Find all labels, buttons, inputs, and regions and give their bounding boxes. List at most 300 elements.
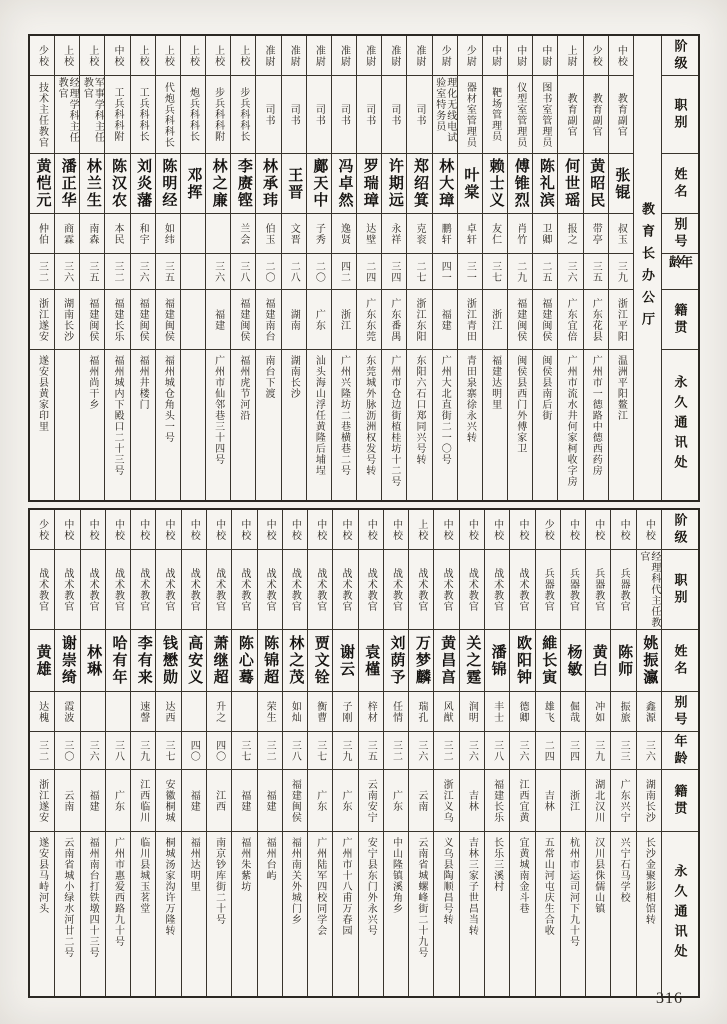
cell-hao: 速謦 xyxy=(131,692,155,732)
person-column xyxy=(381,36,406,500)
cell-hao xyxy=(181,214,205,254)
cell-name: 潘锦 xyxy=(485,630,509,692)
header-label: 姓名 xyxy=(662,154,698,214)
cell-rank: 中校 xyxy=(460,510,484,550)
person-column xyxy=(282,510,307,996)
cell-duty: 司书 xyxy=(332,76,356,154)
cell-name: 陈锦超 xyxy=(258,630,282,692)
cell-native: 广东番禺 xyxy=(382,290,406,350)
cell-native: 湖南 xyxy=(282,290,306,350)
person-column xyxy=(307,510,332,996)
cell-native: 福建闽侯 xyxy=(283,770,307,832)
cell-rank: 中校 xyxy=(258,510,282,550)
cell-rank: 中校 xyxy=(55,510,79,550)
cell-hao: 卓轩 xyxy=(458,214,482,254)
cell-addr: 广州市流水井何家柯收字房 xyxy=(565,355,577,487)
cell-name: 高安义 xyxy=(182,630,206,692)
cell-duty: 理化无线电试验室特务员 xyxy=(433,76,457,154)
cell-duty: 代炮兵科科长 xyxy=(156,76,180,154)
cell-hao xyxy=(182,692,206,732)
cell-hao: 任情 xyxy=(384,692,408,732)
cell-native: 江西宜黄 xyxy=(510,770,534,832)
cell-age: 三六 xyxy=(510,732,534,770)
cell-duty: 战术教官 xyxy=(258,550,282,630)
cell-native: 吉林 xyxy=(536,770,560,832)
person-column xyxy=(432,36,457,500)
cell-name: 冯卓然 xyxy=(332,154,356,214)
cell-addr: 中山隆镇溪角乡 xyxy=(390,837,402,914)
cell-native: 福建长乐 xyxy=(105,290,129,350)
person-column xyxy=(557,36,582,500)
cell-native: 广东宜倍 xyxy=(558,290,582,350)
cell-name: 陈师 xyxy=(611,630,635,692)
cell-age: 三二 xyxy=(258,732,282,770)
header-label: 年龄 xyxy=(662,732,698,770)
cell-duty: 战术教官 xyxy=(106,550,130,630)
cell-name: 刘炎藩 xyxy=(131,154,155,214)
cell-native: 湖北汉川 xyxy=(586,770,610,832)
cell-rank: 少尉 xyxy=(433,36,457,76)
cell-duty: 战术教官 xyxy=(156,550,180,630)
cell-age: 三八 xyxy=(231,254,255,290)
cell-age: 三六 xyxy=(206,254,230,290)
cell-addr: 南京钞库街二十号 xyxy=(213,837,225,925)
header-label: 永久通讯处 xyxy=(672,863,688,964)
cell-name: 王晋 xyxy=(282,154,306,214)
cell-name: 萧继超 xyxy=(207,630,231,692)
cell-rank: 中校 xyxy=(283,510,307,550)
cell-name: 杨敏 xyxy=(561,630,585,692)
cell-duty: 教育副官 xyxy=(558,76,582,154)
cell-duty: 司书 xyxy=(407,76,431,154)
cell-duty: 战术教官 xyxy=(460,550,484,630)
cell-duty: 图书室管理员 xyxy=(533,76,557,154)
cell-name: 陈汉农 xyxy=(105,154,129,214)
office-span-label: 教育长办公厅 xyxy=(640,202,655,334)
cell-native: 福建闽侯 xyxy=(231,290,255,350)
cell-hao: 叔玉 xyxy=(609,214,633,254)
cell-native: 广东兴宁 xyxy=(611,770,635,832)
cell-age: 三四 xyxy=(561,732,585,770)
cell-native: 福建南台 xyxy=(256,290,280,350)
person-column xyxy=(281,36,306,500)
person-column xyxy=(54,36,79,500)
cell-age: 三五 xyxy=(584,254,608,290)
cell-hao: 报之 xyxy=(558,214,582,254)
cell-duty: 司书 xyxy=(256,76,280,154)
cell-addr: 云南省城螺峰街二十九号 xyxy=(415,837,427,958)
cell-duty: 战术教官 xyxy=(30,550,54,630)
cell-duty: 兵器教官 xyxy=(611,550,635,630)
cell-native: 福建闽侯 xyxy=(80,290,104,350)
cell-native: 福建 xyxy=(206,290,230,350)
person-column xyxy=(356,36,381,500)
cell-native: 浙江青田 xyxy=(458,290,482,350)
cell-addr: 汕头海山浮任黄隆后埔埕 xyxy=(313,355,325,476)
cell-name: 陈礼滨 xyxy=(533,154,557,214)
cell-duty: 战术教官 xyxy=(232,550,256,630)
cell-name: 张锟 xyxy=(609,154,633,214)
person-column xyxy=(257,510,282,996)
cell-age: 二九 xyxy=(508,254,532,290)
cell-addr: 福州井楼门 xyxy=(137,355,149,410)
person-column xyxy=(358,510,383,996)
cell-addr: 湖南长沙 xyxy=(288,355,300,399)
cell-age: 三六 xyxy=(81,732,105,770)
cell-hao: 子秀 xyxy=(307,214,331,254)
cell-rank: 准尉 xyxy=(282,36,306,76)
cell-rank: 中校 xyxy=(611,510,635,550)
cell-age: 三二 xyxy=(30,732,54,770)
cell-rank: 中校 xyxy=(561,510,585,550)
person-column xyxy=(585,510,610,996)
cell-name: 贾文铨 xyxy=(308,630,332,692)
person-column xyxy=(610,510,635,996)
cell-age: 三〇 xyxy=(55,732,79,770)
cell-native: 浙江 xyxy=(332,290,356,350)
cell-duty: 炮兵科科长 xyxy=(181,76,205,154)
cell-native: 福建长乐 xyxy=(485,770,509,832)
cell-age: 二七 xyxy=(407,254,431,290)
cell-addr: 福州城内下殿口二十三号 xyxy=(111,355,123,476)
cell-native: 福建闽侯 xyxy=(156,290,180,350)
cell-native: 浙江 xyxy=(561,770,585,832)
cell-duty: 军事学科主任教官 xyxy=(80,76,104,154)
cell-age: 三七 xyxy=(308,732,332,770)
cell-hao: 达西 xyxy=(156,692,180,732)
cell-duty: 司书 xyxy=(282,76,306,154)
cell-name: 哈有年 xyxy=(106,630,130,692)
person-column xyxy=(560,510,585,996)
person-column xyxy=(608,36,633,500)
cell-addr: 广州市仓边街植桂坊十二号 xyxy=(388,355,400,487)
cell-name: 陈心蓦 xyxy=(232,630,256,692)
person-column xyxy=(507,36,532,500)
cell-hao: 冲如 xyxy=(586,692,610,732)
cell-name: 李有来 xyxy=(131,630,155,692)
cell-duty: 战术教官 xyxy=(55,550,79,630)
cell-rank: 中尉 xyxy=(483,36,507,76)
cell-addr: 闽侯县南后街 xyxy=(539,355,551,421)
cell-hao: 丰士 xyxy=(485,692,509,732)
cell-name: 傅锥烈 xyxy=(508,154,532,214)
cell-age: 三八 xyxy=(106,732,130,770)
cell-rank: 少校 xyxy=(30,510,54,550)
cell-name: 李赓铿 xyxy=(231,154,255,214)
person-column xyxy=(231,510,256,996)
cell-name: 林承玮 xyxy=(256,154,280,214)
cell-addr: 福州城仓角头一号 xyxy=(162,355,174,443)
cell-hao: 肖竹 xyxy=(508,214,532,254)
cell-addr: 福州南台打铁墩四十三号 xyxy=(87,837,99,958)
cell-native: 江西临川 xyxy=(131,770,155,832)
cell-name: 林兰生 xyxy=(80,154,104,214)
person-column xyxy=(30,36,54,500)
cell-age: 三六 xyxy=(409,732,433,770)
cell-duty: 器材室管理员 xyxy=(458,76,482,154)
person-column xyxy=(383,510,408,996)
cell-age: 三七 xyxy=(483,254,507,290)
person-column xyxy=(332,510,357,996)
cell-hao: 霞波 xyxy=(55,692,79,732)
person-column xyxy=(130,510,155,996)
cell-addr: 福州虎节河沿 xyxy=(237,355,249,421)
cell-addr: 兴宁石马学校 xyxy=(618,837,630,903)
cell-native: 广东 xyxy=(333,770,357,832)
cell-age: 三七 xyxy=(232,732,256,770)
person-column xyxy=(155,510,180,996)
cell-native: 福建闽侯 xyxy=(131,290,155,350)
cell-name: 林之廉 xyxy=(206,154,230,214)
cell-duty: 战术教官 xyxy=(485,550,509,630)
cell-hao: 伯玉 xyxy=(256,214,280,254)
cell-hao: 和宇 xyxy=(131,214,155,254)
cell-native: 福建 xyxy=(258,770,282,832)
cell-hao: 卫卿 xyxy=(533,214,557,254)
cell-duty: 靶场管理员 xyxy=(483,76,507,154)
cell-duty: 战术教官 xyxy=(359,550,383,630)
person-column xyxy=(80,510,105,996)
cell-hao: 子刚 xyxy=(333,692,357,732)
cell-duty: 工兵科科长 xyxy=(131,76,155,154)
cell-hao: 衡曹 xyxy=(308,692,332,732)
cell-addr: 南台下渡 xyxy=(263,355,275,399)
cell-rank: 中校 xyxy=(105,36,129,76)
cell-addr: 广州市惠爱西路九十号 xyxy=(112,837,124,947)
cell-hao: 仲伯 xyxy=(30,214,54,254)
cell-addr: 广州陆军四校同学会 xyxy=(314,837,326,936)
cell-native: 广东东莞 xyxy=(357,290,381,350)
header-label: 阶级 xyxy=(662,36,698,76)
cell-name: 何世瑶 xyxy=(558,154,582,214)
cell-rank: 中校 xyxy=(434,510,458,550)
cell-native: 浙江遂安 xyxy=(30,290,54,350)
cell-native: 吉林 xyxy=(460,770,484,832)
cell-hao: 如纬 xyxy=(156,214,180,254)
cell-addr: 遂安县马峙河头 xyxy=(36,837,48,914)
cell-duty: 步兵科科附 xyxy=(206,76,230,154)
cell-rank: 中校 xyxy=(359,510,383,550)
cell-name: 万梦麟 xyxy=(409,630,433,692)
cell-name: 罗瑞璋 xyxy=(357,154,381,214)
cell-native: 浙江遂安 xyxy=(30,770,54,832)
person-column xyxy=(155,36,180,500)
cell-name: 黄昭民 xyxy=(584,154,608,214)
page-number: 316 xyxy=(656,990,683,1007)
cell-hao: 德卿 xyxy=(510,692,534,732)
cell-addr: 广州大北直街二一〇号 xyxy=(439,355,451,465)
cell-native: 湖南长沙 xyxy=(55,290,79,350)
office-span-column xyxy=(633,36,661,500)
cell-duty: 经理学科主任教官 xyxy=(55,76,79,154)
header-label: 籍贯 xyxy=(662,770,698,832)
cell-duty: 战术教官 xyxy=(384,550,408,630)
cell-age: 三八 xyxy=(485,732,509,770)
cell-rank: 上校 xyxy=(409,510,433,550)
cell-native: 福建闽侯 xyxy=(533,290,557,350)
cell-native: 广东 xyxy=(307,290,331,350)
cell-hao xyxy=(81,692,105,732)
cell-age: 四一 xyxy=(433,254,457,290)
cell-addr xyxy=(181,350,205,500)
cell-rank: 准尉 xyxy=(407,36,431,76)
cell-duty: 战术教官 xyxy=(283,550,307,630)
cell-duty: 战术教官 xyxy=(207,550,231,630)
cell-native: 云南 xyxy=(55,770,79,832)
cell-rank: 上校 xyxy=(80,36,104,76)
cell-rank: 少尉 xyxy=(458,36,482,76)
person-column xyxy=(105,510,130,996)
cell-native xyxy=(181,290,205,350)
cell-rank: 中校 xyxy=(384,510,408,550)
person-column xyxy=(181,510,206,996)
cell-addr: 福州南关外城门乡 xyxy=(289,837,301,925)
cell-age: 三三 xyxy=(611,732,635,770)
cell-native: 福建 xyxy=(182,770,206,832)
cell-hao: 振旅 xyxy=(611,692,635,732)
cell-hao: 克衮 xyxy=(407,214,431,254)
cell-duty: 战术教官 xyxy=(409,550,433,630)
cell-hao: 逸贤 xyxy=(332,214,356,254)
person-column xyxy=(583,36,608,500)
roster-table-bottom xyxy=(28,508,700,998)
cell-rank: 少校 xyxy=(30,36,54,76)
person-column xyxy=(54,510,79,996)
cell-duty: 技术主任教官 xyxy=(30,76,54,154)
header-label: 年龄 xyxy=(662,254,698,290)
person-column xyxy=(130,36,155,500)
cell-name: 叶棠 xyxy=(458,154,482,214)
cell-age: 二〇 xyxy=(256,254,280,290)
cell-rank: 中校 xyxy=(182,510,206,550)
cell-age: 三五 xyxy=(80,254,104,290)
cell-age: 二四 xyxy=(357,254,381,290)
cell-addr: 广州市仙邻巷三十四号 xyxy=(212,355,224,465)
cell-rank: 中校 xyxy=(485,510,509,550)
cell-hao: 友仁 xyxy=(483,214,507,254)
cell-rank: 准尉 xyxy=(256,36,280,76)
cell-addr: 汉川县侏儒山镇 xyxy=(592,837,604,914)
cell-age: 二〇 xyxy=(307,254,331,290)
person-column xyxy=(255,36,280,500)
person-column xyxy=(535,510,560,996)
cell-duty: 经理科代主任教官 xyxy=(637,551,660,628)
cell-name: 袁槿 xyxy=(359,630,383,692)
cell-native: 广东 xyxy=(308,770,332,832)
cell-native: 福建 xyxy=(232,770,256,832)
cell-rank: 中尉 xyxy=(508,36,532,76)
cell-age: 二五 xyxy=(533,254,557,290)
cell-age: 三九 xyxy=(333,732,357,770)
cell-addr: 云南省城小绿水河廿二号 xyxy=(61,837,73,958)
cell-age: 四二 xyxy=(332,254,356,290)
cell-hao: 润明 xyxy=(460,692,484,732)
person-column xyxy=(406,36,431,500)
cell-age: 三四 xyxy=(382,254,406,290)
cell-name: 潘正华 xyxy=(55,154,79,214)
cell-addr: 东阳六石口郑同兴号转 xyxy=(414,355,426,465)
cell-rank: 中校 xyxy=(510,510,534,550)
cell-duty: 战术教官 xyxy=(308,550,332,630)
cell-addr: 东莞城外脉沥洲权发号转 xyxy=(363,355,375,476)
cell-native: 浙江 xyxy=(483,290,507,350)
cell-addr: 遂安县黄家印里 xyxy=(36,355,48,432)
cell-rank: 上校 xyxy=(206,36,230,76)
cell-native: 浙江平阳 xyxy=(609,290,633,350)
cell-name: 陈明经 xyxy=(156,154,180,214)
cell-rank: 中校 xyxy=(609,36,633,76)
header-label: 别号 xyxy=(662,214,698,254)
person-column xyxy=(509,510,534,996)
cell-duty: 教育副官 xyxy=(584,76,608,154)
cell-rank: 中校 xyxy=(131,510,155,550)
cell-native: 广东花县 xyxy=(584,290,608,350)
cell-age: 三二 xyxy=(434,732,458,770)
cell-name: 林大璋 xyxy=(433,154,457,214)
cell-hao: 南森 xyxy=(80,214,104,254)
person-column xyxy=(532,36,557,500)
cell-rank: 上校 xyxy=(231,36,255,76)
cell-rank: 上校 xyxy=(156,36,180,76)
cell-name: 姚振瀛 xyxy=(637,630,661,692)
cell-rank: 上尉 xyxy=(558,36,582,76)
cell-age: 四〇 xyxy=(182,732,206,770)
cell-addr: 义乌县陶顺昌号转 xyxy=(441,837,453,925)
cell-name: 赖士义 xyxy=(483,154,507,214)
cell-hao: 鹏轩 xyxy=(433,214,457,254)
cell-age: 三九 xyxy=(586,732,610,770)
person-column xyxy=(433,510,458,996)
cell-hao: 升之 xyxy=(207,692,231,732)
cell-duty: 战术教官 xyxy=(182,550,206,630)
cell-addr: 福州达明里 xyxy=(188,837,200,892)
cell-native: 福建 xyxy=(433,290,457,350)
roster-table-top xyxy=(28,34,700,502)
cell-hao: 瑞孔 xyxy=(409,692,433,732)
cell-name: 林琳 xyxy=(81,630,105,692)
cell-name: 钱懋勋 xyxy=(156,630,180,692)
person-column xyxy=(79,36,104,500)
header-label: 永久通讯处 xyxy=(672,374,688,475)
cell-hao xyxy=(106,692,130,732)
cell-rank: 中校 xyxy=(637,510,661,550)
header-column xyxy=(661,510,698,996)
cell-hao: 倔哉 xyxy=(561,692,585,732)
person-column xyxy=(482,36,507,500)
cell-addr: 福州尚干乡 xyxy=(86,355,98,410)
cell-addr: 长乐三溪村 xyxy=(491,837,503,892)
cell-native: 福建 xyxy=(81,770,105,832)
cell-rank: 中校 xyxy=(81,510,105,550)
header-label: 姓名 xyxy=(662,630,698,692)
cell-native: 湖南长沙 xyxy=(637,770,661,832)
header-column xyxy=(661,36,698,500)
cell-name: 黄白 xyxy=(586,630,610,692)
cell-rank: 中校 xyxy=(156,510,180,550)
cell-addr: 吉林三家子世昌当转 xyxy=(466,837,478,936)
cell-native: 福建闽侯 xyxy=(508,290,532,350)
cell-age: 三六 xyxy=(55,254,79,290)
cell-hao: 雄飞 xyxy=(536,692,560,732)
header-label: 职别 xyxy=(662,550,698,630)
cell-native: 云南安宁 xyxy=(359,770,383,832)
person-column xyxy=(459,510,484,996)
cell-rank: 上校 xyxy=(181,36,205,76)
cell-name: 许期远 xyxy=(382,154,406,214)
cell-age: 三六 xyxy=(131,254,155,290)
cell-age: 三二 xyxy=(105,254,129,290)
cell-addr: 温洲平阳鳌江 xyxy=(615,355,627,421)
